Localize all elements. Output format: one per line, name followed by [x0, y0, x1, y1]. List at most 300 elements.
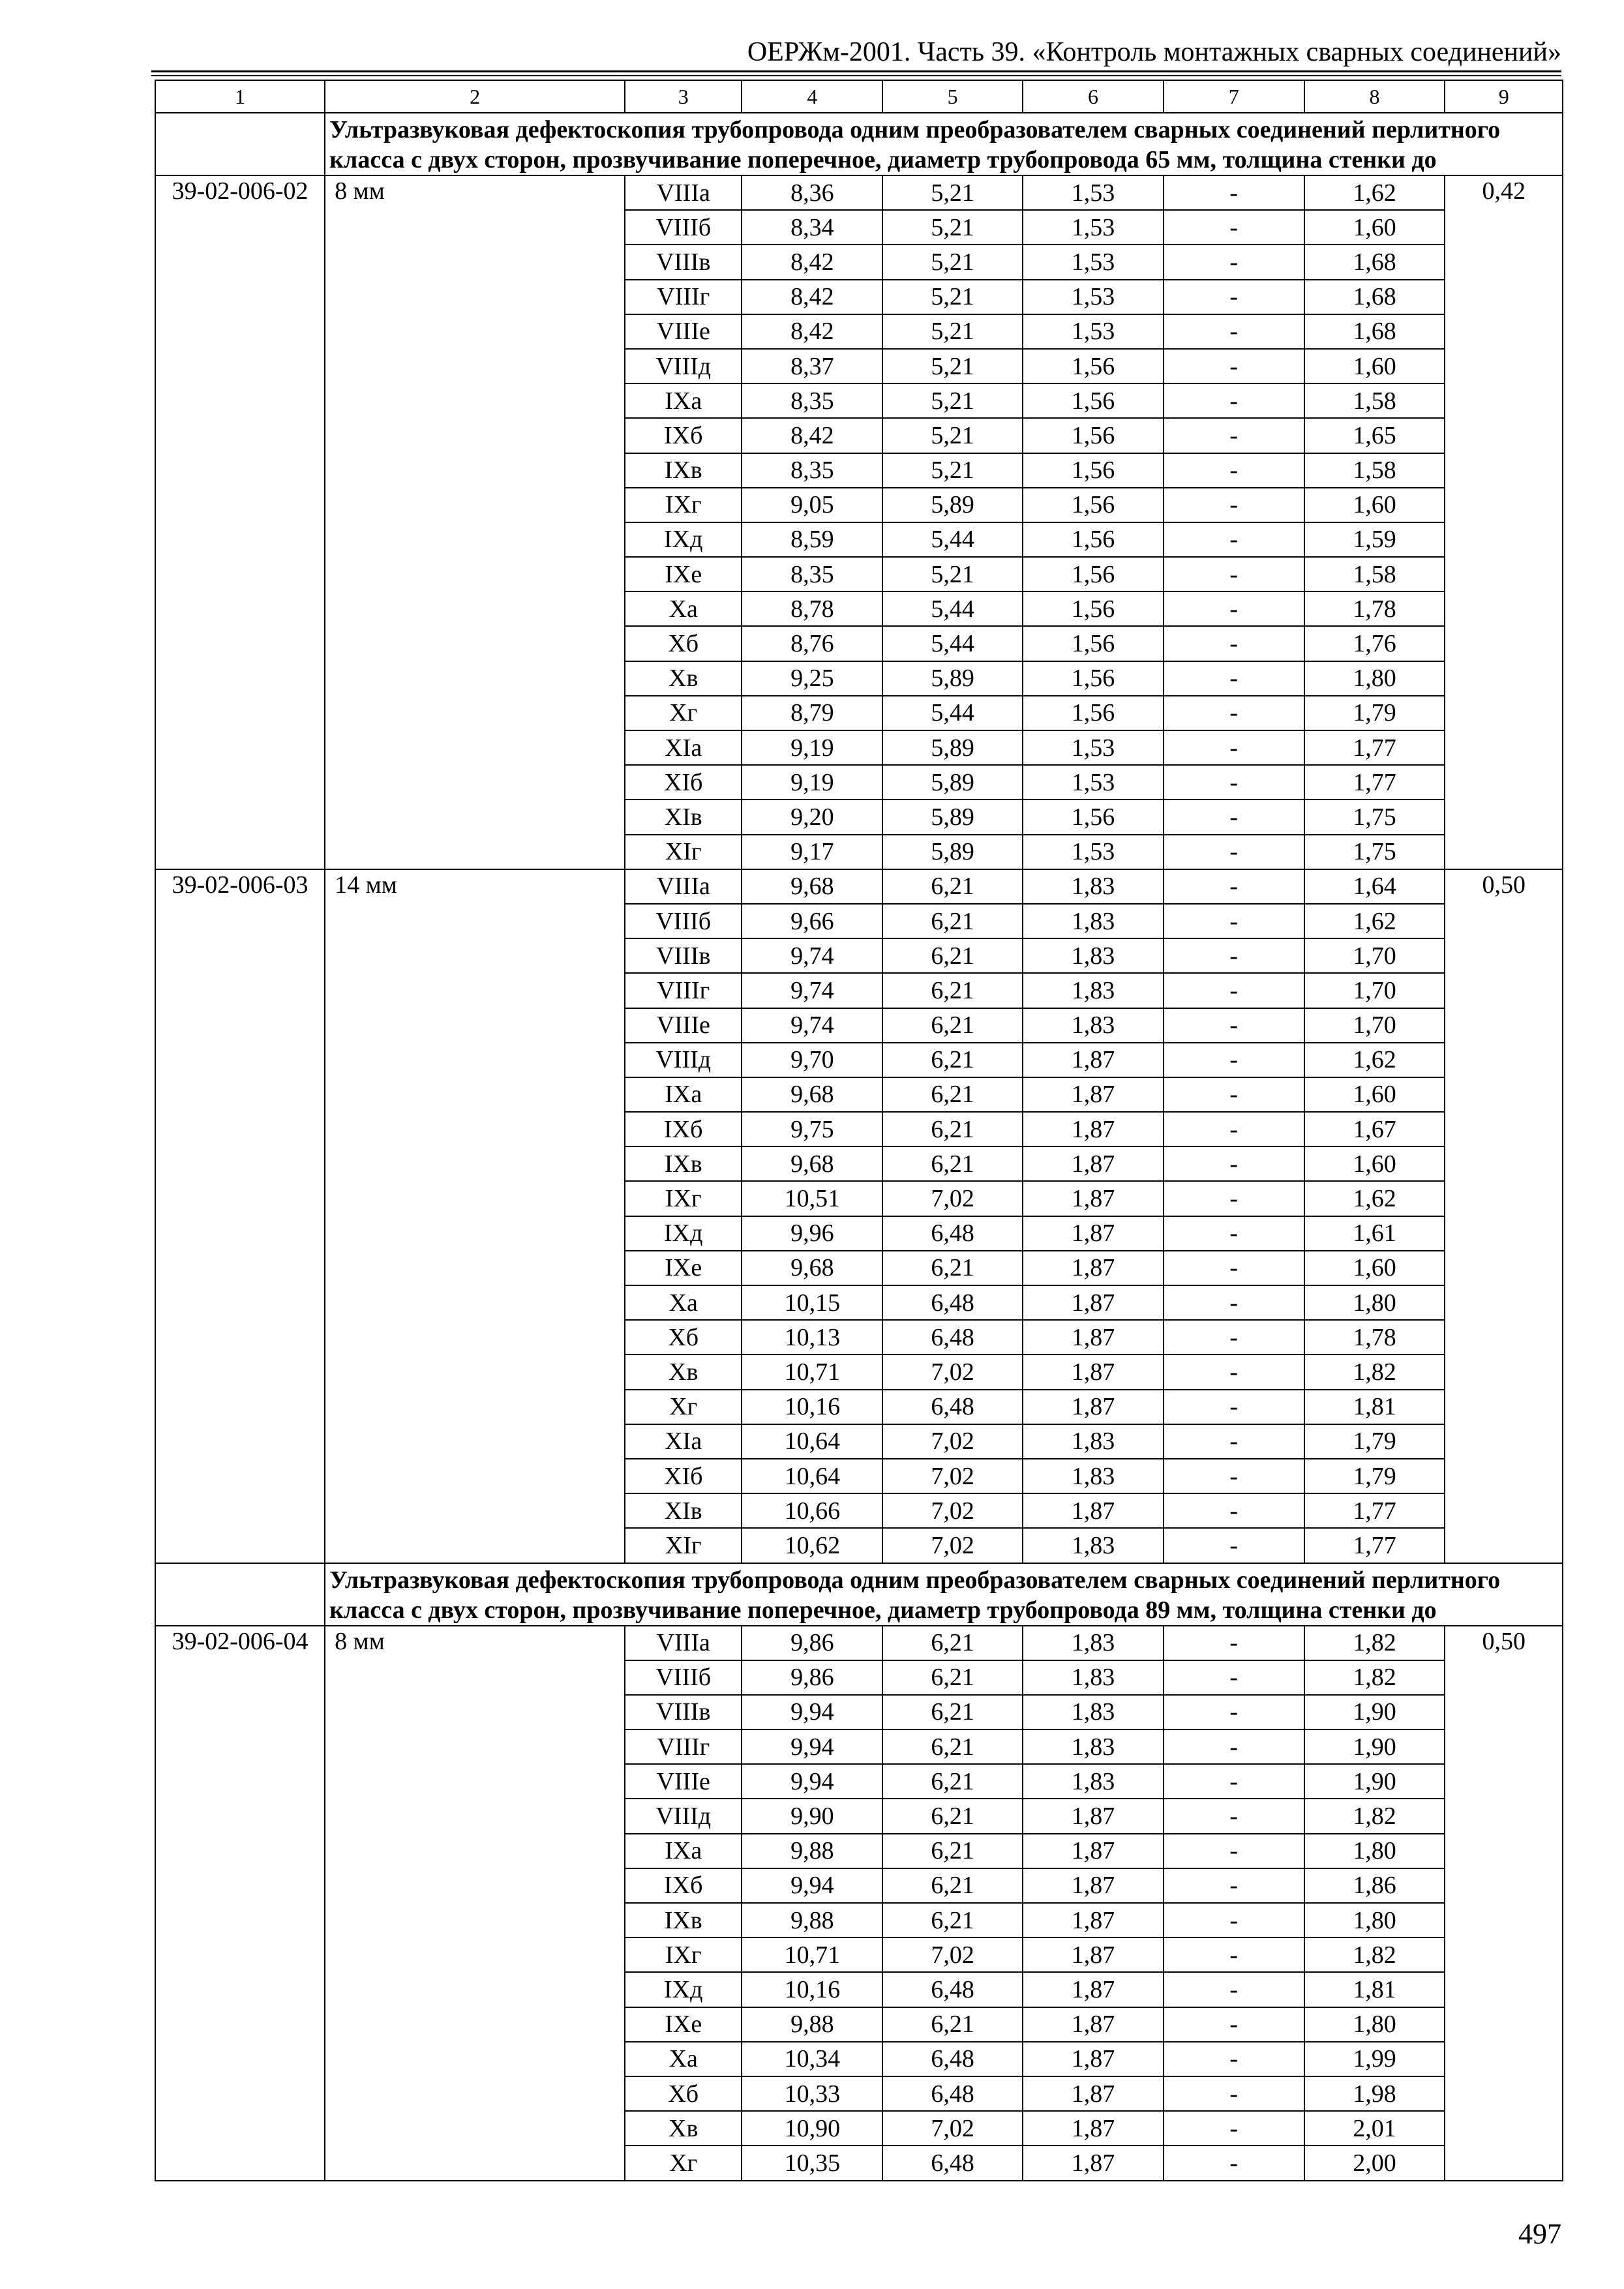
category-cell: VIIIе: [625, 1764, 742, 1799]
category-cell: Xв: [625, 1354, 742, 1389]
value-col6: 1,53: [1023, 280, 1164, 314]
value-col6: 1,83: [1023, 1459, 1164, 1493]
value-col5: 5,21: [882, 245, 1023, 279]
section-empty-cell: [155, 113, 325, 175]
column-number: 3: [625, 80, 742, 113]
value-col7: -: [1164, 938, 1304, 973]
value-col8: 1,68: [1304, 245, 1445, 279]
column-number: 2: [325, 80, 625, 113]
value-col8: 1,76: [1304, 626, 1445, 661]
value-col5: 6,21: [882, 1799, 1023, 1833]
value-col7: -: [1164, 626, 1304, 661]
column-number: 8: [1304, 80, 1445, 113]
category-cell: VIIIг: [625, 1729, 742, 1764]
value-col6: 1,56: [1023, 696, 1164, 730]
value-col7: -: [1164, 1285, 1304, 1320]
value-col7: -: [1164, 835, 1304, 869]
value-col5: 6,21: [882, 1043, 1023, 1077]
column-number: 6: [1023, 80, 1164, 113]
category-cell: XIг: [625, 835, 742, 869]
value-col8: 1,58: [1304, 453, 1445, 488]
value-col5: 5,21: [882, 453, 1023, 488]
value-col8: 1,75: [1304, 800, 1445, 834]
value-col6: 1,53: [1023, 765, 1164, 800]
value-col6: 1,53: [1023, 210, 1164, 245]
table-row: [155, 869, 1563, 904]
value-col8: 1,58: [1304, 557, 1445, 591]
category-cell: Xв: [625, 661, 742, 696]
value-col5: 5,21: [882, 175, 1023, 210]
section-title: Ультразвуковая дефектоскопия трубопровода одним преобразователем сварных соединений перлитного класса с двух сторон, прозвучивание поперечное, диаметр трубопровода 65 мм, толщина стенки до: [325, 113, 1563, 175]
value-col5: 6,21: [882, 1903, 1023, 1937]
value-col4: 8,78: [742, 591, 882, 626]
value-col7: -: [1164, 765, 1304, 800]
value-col4: 9,86: [742, 1660, 882, 1695]
value-col8: 1,82: [1304, 1937, 1445, 1972]
value-col7: -: [1164, 383, 1304, 418]
value-col8: 1,90: [1304, 1729, 1445, 1764]
value-col7: -: [1164, 1216, 1304, 1251]
value-col4: 9,94: [742, 1695, 882, 1729]
value-col4: 9,86: [742, 1626, 882, 1660]
category-cell: VIIIа: [625, 175, 742, 210]
value-col7: -: [1164, 2007, 1304, 2042]
value-col5: 7,02: [882, 1181, 1023, 1216]
value-col5: 6,21: [882, 904, 1023, 938]
column-number: 5: [882, 80, 1023, 113]
value-col8: 1,79: [1304, 696, 1445, 730]
value-col6: 1,83: [1023, 904, 1164, 938]
value-col5: 6,21: [882, 1834, 1023, 1868]
value-col4: 9,25: [742, 661, 882, 696]
value-col7: -: [1164, 1390, 1304, 1424]
category-cell: Xг: [625, 2146, 742, 2180]
column-number: 7: [1164, 80, 1304, 113]
value-col4: 9,94: [742, 1729, 882, 1764]
value-col4: 9,68: [742, 1146, 882, 1181]
value-col6: 1,83: [1023, 869, 1164, 904]
value-col8: 1,98: [1304, 2076, 1445, 2111]
value-col7: -: [1164, 245, 1304, 279]
value-col4: 9,74: [742, 938, 882, 973]
value-col4: 8,42: [742, 418, 882, 453]
value-col5: 5,89: [882, 835, 1023, 869]
value-col5: 7,02: [882, 1528, 1023, 1563]
category-cell: VIIIа: [625, 869, 742, 904]
value-col4: 8,35: [742, 453, 882, 488]
coefficient: 0,50: [1445, 869, 1563, 1563]
value-col7: -: [1164, 557, 1304, 591]
value-col5: 6,21: [882, 1146, 1023, 1181]
value-col7: -: [1164, 2042, 1304, 2076]
value-col6: 1,87: [1023, 2042, 1164, 2076]
value-col6: 1,83: [1023, 973, 1164, 1008]
value-col7: -: [1164, 1251, 1304, 1285]
category-cell: VIIIе: [625, 1008, 742, 1043]
value-col7: -: [1164, 1320, 1304, 1354]
value-col5: 5,21: [882, 280, 1023, 314]
category-cell: VIIIв: [625, 938, 742, 973]
value-col7: -: [1164, 2111, 1304, 2146]
value-col6: 1,83: [1023, 1729, 1164, 1764]
value-col8: 1,67: [1304, 1112, 1445, 1146]
value-col6: 1,87: [1023, 1937, 1164, 1972]
category-cell: IXб: [625, 1868, 742, 1903]
value-col7: -: [1164, 1834, 1304, 1868]
value-col5: 6,21: [882, 1868, 1023, 1903]
value-col4: 9,17: [742, 835, 882, 869]
rate-code: 39-02-006-04: [155, 1626, 325, 2181]
value-col5: 5,21: [882, 349, 1023, 383]
category-cell: IXв: [625, 1903, 742, 1937]
value-col5: 6,48: [882, 1972, 1023, 2007]
value-col8: 1,86: [1304, 1868, 1445, 1903]
value-col7: -: [1164, 1112, 1304, 1146]
value-col8: 1,77: [1304, 730, 1445, 765]
value-col4: 9,70: [742, 1043, 882, 1077]
value-col5: 5,44: [882, 591, 1023, 626]
value-col4: 9,68: [742, 1251, 882, 1285]
value-col8: 1,79: [1304, 1424, 1445, 1459]
value-col4: 10,71: [742, 1937, 882, 1972]
value-col5: 6,21: [882, 1112, 1023, 1146]
category-cell: VIIIв: [625, 245, 742, 279]
value-col6: 1,56: [1023, 591, 1164, 626]
value-col6: 1,83: [1023, 1008, 1164, 1043]
value-col4: 9,88: [742, 1834, 882, 1868]
value-col7: -: [1164, 1729, 1304, 1764]
value-col5: 6,21: [882, 1008, 1023, 1043]
value-col6: 1,87: [1023, 1251, 1164, 1285]
column-number: 4: [742, 80, 882, 113]
value-col8: 1,81: [1304, 1972, 1445, 2007]
value-col5: 5,21: [882, 383, 1023, 418]
rate-code: 39-02-006-02: [155, 175, 325, 869]
coefficient: 0,42: [1445, 175, 1563, 869]
value-col8: 1,62: [1304, 904, 1445, 938]
value-col7: -: [1164, 1799, 1304, 1833]
value-col8: 1,90: [1304, 1764, 1445, 1799]
value-col7: -: [1164, 1181, 1304, 1216]
value-col8: 1,60: [1304, 488, 1445, 522]
value-col7: -: [1164, 1424, 1304, 1459]
value-col6: 1,87: [1023, 1112, 1164, 1146]
value-col6: 1,87: [1023, 1077, 1164, 1112]
value-col4: 9,19: [742, 765, 882, 800]
value-col6: 1,87: [1023, 1285, 1164, 1320]
value-col8: 1,80: [1304, 1285, 1445, 1320]
category-cell: Xа: [625, 2042, 742, 2076]
value-col4: 8,42: [742, 314, 882, 349]
section-header-row: [155, 1563, 1563, 1626]
value-col5: 5,44: [882, 696, 1023, 730]
category-cell: IXд: [625, 522, 742, 557]
value-col6: 1,87: [1023, 1903, 1164, 1937]
value-col5: 5,89: [882, 730, 1023, 765]
value-col7: -: [1164, 418, 1304, 453]
value-col6: 1,83: [1023, 938, 1164, 973]
category-cell: VIIIд: [625, 349, 742, 383]
category-cell: VIIIг: [625, 280, 742, 314]
value-col8: 1,70: [1304, 938, 1445, 973]
value-col7: -: [1164, 800, 1304, 834]
value-col5: 7,02: [882, 1354, 1023, 1389]
value-col8: 1,78: [1304, 591, 1445, 626]
value-col7: -: [1164, 1354, 1304, 1389]
value-col6: 1,87: [1023, 1493, 1164, 1528]
category-cell: VIIIб: [625, 210, 742, 245]
value-col7: -: [1164, 488, 1304, 522]
value-col4: 9,20: [742, 800, 882, 834]
wall-thickness: 8 мм: [325, 1626, 625, 2181]
value-col7: -: [1164, 210, 1304, 245]
value-col6: 1,87: [1023, 2007, 1164, 2042]
value-col6: 1,87: [1023, 1868, 1164, 1903]
value-col8: 1,60: [1304, 349, 1445, 383]
category-cell: IXе: [625, 1251, 742, 1285]
value-col7: -: [1164, 1972, 1304, 2007]
value-col5: 6,48: [882, 1216, 1023, 1251]
category-cell: Xг: [625, 696, 742, 730]
value-col5: 5,44: [882, 522, 1023, 557]
value-col5: 5,89: [882, 661, 1023, 696]
value-col7: -: [1164, 696, 1304, 730]
category-cell: IXе: [625, 2007, 742, 2042]
section-empty-cell: [155, 1563, 325, 1626]
value-col4: 9,88: [742, 1903, 882, 1937]
value-col8: 1,82: [1304, 1799, 1445, 1833]
value-col7: -: [1164, 591, 1304, 626]
value-col8: 1,60: [1304, 1077, 1445, 1112]
category-cell: XIб: [625, 1459, 742, 1493]
category-cell: XIа: [625, 730, 742, 765]
value-col8: 1,80: [1304, 1834, 1445, 1868]
value-col6: 1,87: [1023, 1354, 1164, 1389]
value-col7: -: [1164, 973, 1304, 1008]
value-col7: -: [1164, 175, 1304, 210]
category-cell: IXд: [625, 1972, 742, 2007]
value-col6: 1,56: [1023, 349, 1164, 383]
value-col7: -: [1164, 1528, 1304, 1563]
value-col8: 1,61: [1304, 1216, 1445, 1251]
value-col8: 1,77: [1304, 1493, 1445, 1528]
value-col4: 10,16: [742, 1972, 882, 2007]
category-cell: IXб: [625, 418, 742, 453]
value-col7: -: [1164, 869, 1304, 904]
table-row: [155, 175, 1563, 210]
page-header: ОЕРЖм-2001. Часть 39. «Контроль монтажных сварных соединений»: [151, 34, 1561, 72]
category-cell: XIг: [625, 1528, 742, 1563]
value-col6: 1,87: [1023, 1216, 1164, 1251]
value-col4: 8,76: [742, 626, 882, 661]
value-col8: 1,62: [1304, 1043, 1445, 1077]
value-col5: 6,21: [882, 869, 1023, 904]
value-col5: 6,48: [882, 1390, 1023, 1424]
value-col8: 1,80: [1304, 2007, 1445, 2042]
value-col6: 1,56: [1023, 626, 1164, 661]
value-col7: -: [1164, 1937, 1304, 1972]
category-cell: IXа: [625, 1077, 742, 1112]
value-col5: 6,48: [882, 2042, 1023, 2076]
value-col8: 1,75: [1304, 835, 1445, 869]
value-col6: 1,87: [1023, 2146, 1164, 2180]
value-col4: 8,37: [742, 349, 882, 383]
value-col6: 1,56: [1023, 800, 1164, 834]
value-col6: 1,53: [1023, 730, 1164, 765]
category-cell: XIа: [625, 1424, 742, 1459]
value-col7: -: [1164, 1868, 1304, 1903]
value-col4: 8,36: [742, 175, 882, 210]
value-col8: 1,60: [1304, 1251, 1445, 1285]
category-cell: XIв: [625, 800, 742, 834]
value-col6: 1,83: [1023, 1626, 1164, 1660]
value-col4: 8,59: [742, 522, 882, 557]
value-col5: 7,02: [882, 2111, 1023, 2146]
value-col8: 1,80: [1304, 661, 1445, 696]
value-col6: 1,87: [1023, 1320, 1164, 1354]
category-cell: Xг: [625, 1390, 742, 1424]
value-col6: 1,87: [1023, 1043, 1164, 1077]
value-col5: 6,48: [882, 2076, 1023, 2111]
value-col5: 7,02: [882, 1459, 1023, 1493]
table-row: [155, 1626, 1563, 1660]
value-col7: -: [1164, 1626, 1304, 1660]
value-col4: 9,88: [742, 2007, 882, 2042]
value-col8: 1,62: [1304, 175, 1445, 210]
value-col5: 6,21: [882, 1764, 1023, 1799]
value-col4: 8,34: [742, 210, 882, 245]
value-col5: 5,21: [882, 557, 1023, 591]
value-col4: 10,64: [742, 1459, 882, 1493]
category-cell: IXг: [625, 1937, 742, 1972]
value-col6: 1,53: [1023, 175, 1164, 210]
value-col8: 1,78: [1304, 1320, 1445, 1354]
value-col4: 10,35: [742, 2146, 882, 2180]
value-col4: 9,94: [742, 1764, 882, 1799]
value-col6: 1,83: [1023, 1695, 1164, 1729]
value-col4: 8,79: [742, 696, 882, 730]
value-col4: 9,74: [742, 1008, 882, 1043]
value-col5: 6,21: [882, 1077, 1023, 1112]
value-col7: -: [1164, 349, 1304, 383]
value-col6: 1,83: [1023, 1528, 1164, 1563]
value-col4: 10,34: [742, 2042, 882, 2076]
value-col8: 1,59: [1304, 522, 1445, 557]
value-col4: 9,68: [742, 1077, 882, 1112]
wall-thickness: 8 мм: [325, 175, 625, 869]
category-cell: VIIIд: [625, 1799, 742, 1833]
value-col8: 1,77: [1304, 1528, 1445, 1563]
value-col6: 1,56: [1023, 383, 1164, 418]
value-col7: -: [1164, 2076, 1304, 2111]
value-col8: 1,68: [1304, 280, 1445, 314]
value-col6: 1,56: [1023, 418, 1164, 453]
value-col5: 6,21: [882, 1660, 1023, 1695]
rate-code: 39-02-006-03: [155, 869, 325, 1563]
value-col4: 9,66: [742, 904, 882, 938]
value-col4: 9,05: [742, 488, 882, 522]
value-col8: 1,62: [1304, 1181, 1445, 1216]
value-col4: 10,15: [742, 1285, 882, 1320]
value-col7: -: [1164, 1146, 1304, 1181]
category-cell: VIIIд: [625, 1043, 742, 1077]
value-col5: 6,21: [882, 1251, 1023, 1285]
value-col5: 6,48: [882, 1285, 1023, 1320]
value-col6: 1,87: [1023, 1146, 1164, 1181]
value-col4: 10,90: [742, 2111, 882, 2146]
category-cell: Xб: [625, 1320, 742, 1354]
value-col5: 6,21: [882, 1626, 1023, 1660]
value-col5: 6,21: [882, 1729, 1023, 1764]
value-col8: 1,70: [1304, 1008, 1445, 1043]
value-col6: 1,56: [1023, 453, 1164, 488]
value-col5: 5,44: [882, 626, 1023, 661]
value-col8: 1,90: [1304, 1695, 1445, 1729]
value-col4: 9,90: [742, 1799, 882, 1833]
value-col6: 1,87: [1023, 1181, 1164, 1216]
value-col5: 6,21: [882, 2007, 1023, 2042]
value-col5: 5,89: [882, 488, 1023, 522]
norms-table: [155, 80, 1563, 2181]
value-col5: 6,48: [882, 1320, 1023, 1354]
section-title: Ультразвуковая дефектоскопия трубопровода одним преобразователем сварных соединений перлитного класса с двух сторон, прозвучивание поперечное, диаметр трубопровода 89 мм, толщина стенки до: [325, 1563, 1563, 1626]
value-col4: 9,68: [742, 869, 882, 904]
value-col8: 1,79: [1304, 1459, 1445, 1493]
value-col6: 1,87: [1023, 1834, 1164, 1868]
category-cell: IXд: [625, 1216, 742, 1251]
value-col5: 5,89: [882, 765, 1023, 800]
value-col7: -: [1164, 280, 1304, 314]
value-col8: 1,80: [1304, 1903, 1445, 1937]
value-col4: 8,42: [742, 280, 882, 314]
value-col4: 10,62: [742, 1528, 882, 1563]
value-col6: 1,87: [1023, 1799, 1164, 1833]
value-col5: 7,02: [882, 1493, 1023, 1528]
category-cell: Xа: [625, 591, 742, 626]
value-col8: 1,60: [1304, 210, 1445, 245]
value-col4: 8,35: [742, 383, 882, 418]
value-col5: 5,21: [882, 418, 1023, 453]
value-col7: -: [1164, 314, 1304, 349]
value-col7: -: [1164, 1493, 1304, 1528]
category-cell: VIIIг: [625, 973, 742, 1008]
value-col7: -: [1164, 1043, 1304, 1077]
wall-thickness: 14 мм: [325, 869, 625, 1563]
value-col7: -: [1164, 1008, 1304, 1043]
value-col4: 9,94: [742, 1868, 882, 1903]
value-col7: -: [1164, 522, 1304, 557]
value-col6: 1,53: [1023, 314, 1164, 349]
category-cell: Xб: [625, 626, 742, 661]
value-col5: 5,89: [882, 800, 1023, 834]
value-col7: -: [1164, 1903, 1304, 1937]
column-number-row: [155, 80, 1563, 113]
value-col5: 5,21: [882, 210, 1023, 245]
category-cell: VIIIе: [625, 314, 742, 349]
value-col7: -: [1164, 1764, 1304, 1799]
category-cell: IXа: [625, 383, 742, 418]
value-col8: 1,68: [1304, 314, 1445, 349]
value-col8: 1,82: [1304, 1354, 1445, 1389]
value-col5: 6,21: [882, 1695, 1023, 1729]
value-col6: 1,83: [1023, 1424, 1164, 1459]
value-col8: 1,99: [1304, 2042, 1445, 2076]
value-col4: 10,33: [742, 2076, 882, 2111]
value-col7: -: [1164, 1660, 1304, 1695]
value-col6: 1,83: [1023, 1764, 1164, 1799]
value-col7: -: [1164, 2146, 1304, 2180]
category-cell: IXв: [625, 453, 742, 488]
